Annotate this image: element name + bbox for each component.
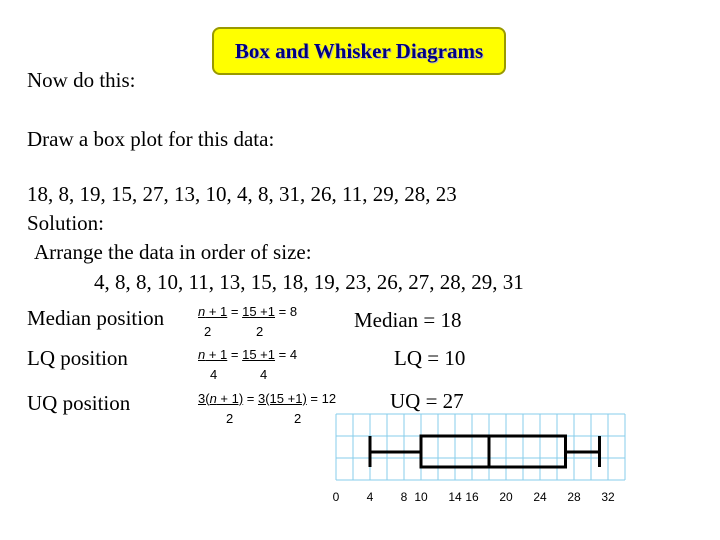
uq-fraction-denominator-2: 2: [294, 411, 302, 426]
data-list: 18, 8, 19, 15, 27, 13, 10, 4, 8, 31, 26, 11, 29, 28, 23: [27, 182, 457, 206]
lq-fraction-denominator-2: 4: [260, 367, 268, 382]
median-position-label: Median position: [27, 306, 165, 330]
axis-tick-label: 8: [400, 490, 408, 504]
axis-tick-label: 14: [448, 490, 462, 504]
axis-tick-label: 28: [567, 490, 581, 504]
solution-label: Solution:: [27, 211, 105, 235]
median-fraction-numerator: n + 1 = 15 +1 = 8: [198, 304, 298, 319]
page-title: Box and Whisker Diagrams: [234, 38, 484, 63]
arrange-text: Arrange the data in order of size:: [34, 240, 312, 264]
axis-tick-label: 32: [601, 490, 615, 504]
lq-fraction-numerator: n + 1 = 15 +1 = 4: [198, 347, 298, 362]
axis-tick-label: 16: [465, 490, 479, 504]
median-fraction-denominator-2: 2: [256, 324, 264, 339]
box-plot-grid: [336, 414, 625, 480]
axis-tick-label: 20: [499, 490, 513, 504]
axis-tick-label: 10: [414, 490, 428, 504]
box-plot-axis-labels: [333, 490, 615, 504]
task-text: Draw a box plot for this data:: [27, 127, 275, 151]
axis-tick-label: 0: [332, 490, 340, 504]
quartile-box: [421, 436, 566, 467]
uq-result: UQ = 27: [390, 389, 464, 413]
uq-fraction-denominator-1: 2: [226, 411, 234, 426]
uq-fraction-numerator: 3(n + 1) = 3(15 +1) = 12: [198, 391, 337, 406]
lq-result: LQ = 10: [394, 346, 466, 370]
ordered-data-list: 4, 8, 8, 10, 11, 13, 15, 18, 19, 23, 26, 27, 28, 29, 31: [94, 270, 524, 294]
axis-tick-label: 24: [533, 490, 547, 504]
axis-tick-label: 4: [366, 490, 374, 504]
lq-position-label: LQ position: [27, 346, 128, 370]
median-result: Median = 18: [354, 308, 462, 332]
lq-fraction-denominator-1: 4: [210, 367, 218, 382]
uq-position-label: UQ position: [27, 391, 131, 415]
intro-text: Now do this:: [27, 68, 136, 92]
median-fraction-denominator-1: 2: [204, 324, 212, 339]
